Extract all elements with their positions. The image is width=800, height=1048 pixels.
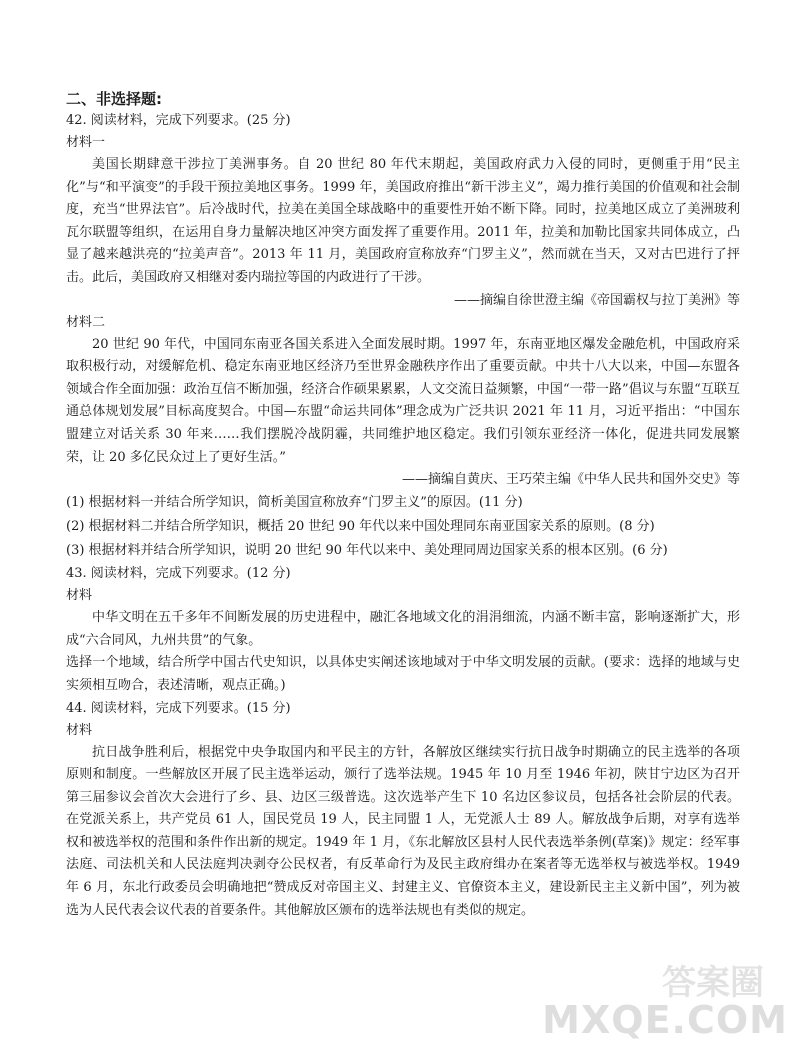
- q43-task: 选择一个地域，结合所学中国古代史知识，以具体史实阐述该地域对于中华文明发展的贡献。(要求：选择的地域与史实须相互吻合，表述清晰，观点正确。): [66, 655, 740, 693]
- q43-material-label: 材料: [66, 588, 93, 604]
- q42-material1-text: 美国长期肆意干涉拉丁美洲事务。自 20 世纪 80 年代末期起，美国政府武力入侵的同时，更侧重于用“民主化”与“和平演变”的手段干预拉美地区事务。1999 年，美国政府推出“新干涉主义”，竭力推行美国的价值观和社会制度，充当“世界法官”。后冷战时代，拉美在美国全球战略中的重要性开始不断下降。同时，拉美地区成立了美洲玻利瓦尔联盟等组织，在运用自身力量解决地区冲突方面发挥了重要作用。2011 年，拉美和加勒比国家共同体成立，凸显了越来越洪亮的“拉美声音”。2013 年 11 月，美国政府宣称放弃“门罗主义”，然而就在当天，又对古巴进行了抨击。此后，美国政府又相继对委内瑞拉等国的内政进行了干涉。: [66, 157, 740, 285]
- watermark-logo-text: 答案圈: [662, 963, 764, 1003]
- q44-stem: 44. 阅读材料，完成下列要求。(15 分): [66, 700, 291, 716]
- q42-subquestion-1: (1) 根据材料一并结合所学知识，简析美国宣称放弃“门罗主义”的原因。(11 分): [66, 495, 523, 511]
- q43-material-text: 中华文明在五千多年不间断发展的历史进程中，融汇各地域文化的涓涓细流，内涵不断丰富，影响逐渐扩大，形成“六合同风，九州共贯”的气象。: [66, 610, 740, 648]
- q42-material1-label: 材料一: [66, 135, 106, 150]
- q44-material-text: 抗日战争胜利后，根据党中央争取国内和平民主的方针，各解放区继续实行抗日战争时期确立的民主选举的各项原则和制度。一些解放区开展了民主选举运动，颁行了选举法规。1945 年 10 月至 1946 年初，陕甘宁边区为召开第三届参议会首次大会进行了乡、县、边区三级普选。这次选举产生下 10 名边区参议员，包括各社会阶层的代表。在党派关系上，共产党员 61 人，国民党员 19 人，民主同盟 1 人，无党派人士 89 人。解放战争后期，对享有选举权和被选举权的范围和条件作出新的规定。1949 年 1 月，《东北解放区县村人民代表选举条例(草案)》规定：经军事法庭、司法机关和人民法庭判决剥夺公民权者，有反革命行为及民主政府缉办在案者等无选举权与被选举权。1949 年 6 月，东北行政委员会明确地把“赞成反对帝国主义、封建主义、官僚资本主义，建设新民主主义新中国”，列为被选为人民代表会议代表的首要条件。其他解放区颁布的选举法规也有类似的规定。: [66, 744, 740, 918]
- section-title: 二、非选择题:: [66, 90, 162, 108]
- q42-material1-source: ——摘编自徐世澄主编《帝国霸权与拉丁美洲》等: [453, 292, 740, 308]
- watermark-text: MXQE.COM: [542, 998, 788, 1042]
- q42-material2-source: ——摘编自黄庆、王巧荣主编《中华人民共和国外交史》等: [401, 472, 740, 488]
- q42-material2-label: 材料二: [66, 314, 106, 330]
- q42-subquestion-2: (2) 根据材料二并结合所学知识，概括 20 世纪 90 年代以来中国处理同东南亚国家关系的原则。(8 分): [66, 519, 655, 535]
- q44-material-label: 材料: [66, 722, 93, 738]
- q42-material2-text: 20 世纪 90 年代，中国同东南亚各国关系进入全面发展时期。1997 年，东南亚地区爆发金融危机，中国政府采取积极行动，对缓解危机、稳定东南亚地区经济乃至世界金融秩序作出了重要贡献。中共十八大以来，中国—东盟各领域合作全面加强：政治互信不断加强，经济合作硕果累累，人文交流日益频繁，中国“一带一路”倡议与东盟“互联互通总体规划发展”目标高度契合。中国—东盟“命运共同体”理念成为广泛共识 2021 年 11 月，习近平指出：“中国东盟建立对话关系 30 年来……我们摆脱冷战阴霾，共同维护地区稳定。我们引领东亚经济一体化，促进共同发展繁荣，让 20 多亿民众过上了更好生活。”: [66, 336, 740, 465]
- q43-stem: 43. 阅读材料，完成下列要求。(12 分): [66, 566, 291, 582]
- q42-subquestion-3: (3) 根据材料并结合所学知识，说明 20 世纪 90 年代以来中、美处理同周边国家关系的根本区别。(6 分): [66, 543, 668, 559]
- exam-page: [66, 88, 740, 922]
- q42-stem: 42. 阅读材料，完成下列要求。(25 分): [66, 113, 291, 128]
